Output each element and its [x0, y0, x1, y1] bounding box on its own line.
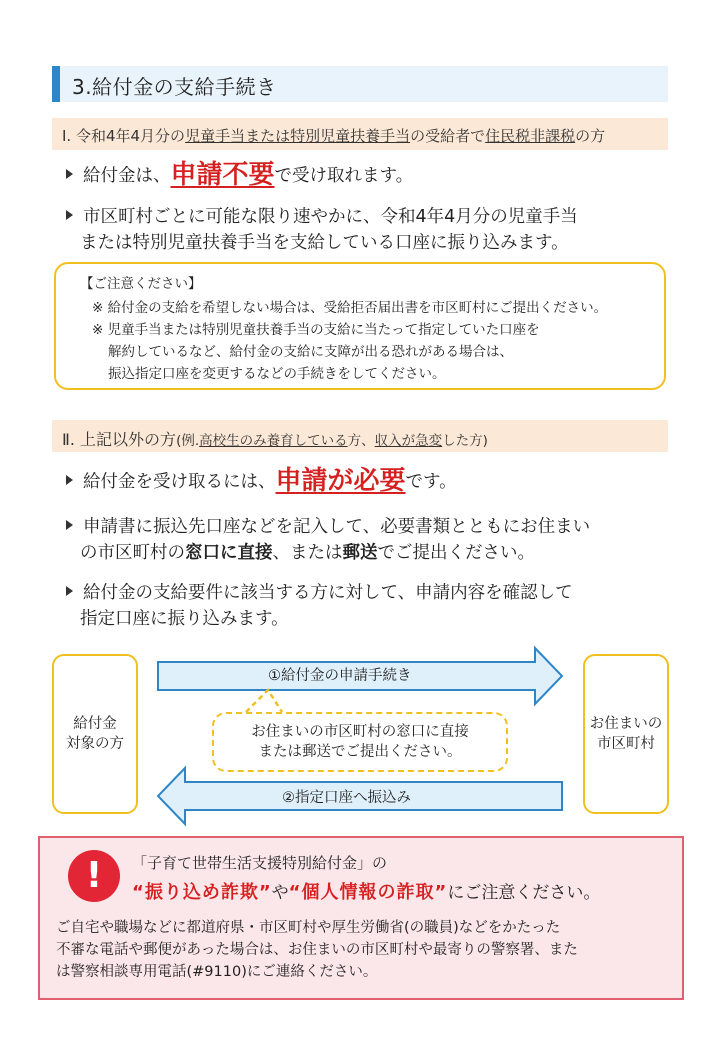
- warning-body-3: は警察相談専用電話(#9110)にご連絡ください。: [56, 964, 378, 980]
- recipient-box: 給付金 対象の方: [52, 654, 138, 814]
- arrow-label-payment: ②指定口座へ振込み: [282, 790, 411, 806]
- part1-bullet-1: 給付金は、申請不要で受け取れます。: [66, 162, 413, 189]
- warning-body-2: 不審な電話や郵便があった場合は、お住まいの市区町村や最寄りの警察署、また: [56, 942, 578, 958]
- application-required: 申請が必要: [275, 466, 406, 496]
- part2-bullet-3: 給付金の支給要件に該当する方に対して、申請内容を確認して 指定口座に振り込みます。: [66, 580, 573, 632]
- part1-heading-mid: の受給者で: [410, 127, 486, 145]
- warning-body-1: ご自宅や職場などに都道府県・市区町村や厚生労働省(の職員)などをかたった: [56, 920, 561, 936]
- part2-example-1: 高校生のみ養育している: [199, 433, 348, 449]
- part1-heading: [52, 118, 668, 150]
- section-title: 3.給付金の支給手続き: [72, 75, 277, 99]
- part1-heading-tax: 住民税非課税: [485, 127, 576, 145]
- mail-submission: 郵送: [342, 543, 378, 563]
- bullet-triangle-icon: [66, 520, 73, 530]
- counter-submission: 窓口に直接: [185, 543, 273, 563]
- warning-fraud-term: “振り込め詐欺”: [132, 882, 272, 903]
- part1-bullet-2: 市区町村ごとに可能な限り速やかに、令和4年4月分の児童手当 または特別児童扶養手当を支給している口座に振り込みます。: [66, 204, 578, 256]
- part1-heading-pre: Ⅰ. 令和4年4月分の: [62, 127, 186, 145]
- warning-line-2: “振り込め詐欺”や“個人情報の詐取”にご注意ください。: [132, 882, 601, 903]
- part2-bullet-1: 給付金を受け取るには、申請が必要です。: [66, 468, 457, 495]
- section-title-bar: [52, 66, 668, 102]
- callout-pointer: [246, 690, 282, 712]
- part1-heading-target: 児童手当または特別児童扶養手当: [185, 127, 411, 145]
- part2-example-2: 収入が急変: [374, 433, 443, 449]
- arrow-label-application: ①給付金の申請手続き: [268, 668, 412, 684]
- part2-bullet-2: 申請書に振込先口座などを記入して、必要書類とともにお住まい の市区町村の窓口に直接、または郵送でご提出ください。: [66, 514, 590, 566]
- bullet-triangle-icon: [66, 169, 73, 179]
- no-application-needed: 申請不要: [170, 160, 275, 190]
- section-accent-bar: [52, 66, 60, 102]
- notice-line-4: 振込指定口座を変更するなどの手続きをしてください。: [108, 366, 446, 382]
- part1-heading-post: の方: [575, 127, 606, 145]
- submission-callout: お住まいの市区町村の窓口に直接 または郵送でご提出ください。: [212, 712, 508, 772]
- municipality-box: お住まいの 市区町村: [583, 654, 669, 814]
- bullet-triangle-icon: [66, 475, 73, 485]
- warning-privacy-term: “個人情報の詐取”: [288, 882, 448, 903]
- bullet-triangle-icon: [66, 586, 73, 596]
- part2-heading: Ⅱ. 上記以外の方(例.高校生のみ養育している方、収入が急変した方): [52, 420, 668, 452]
- bullet-triangle-icon: [66, 210, 73, 220]
- notice-title: 【ご注意ください】: [80, 276, 202, 292]
- notice-box: [54, 262, 666, 390]
- notice-line-1: ※ 給付金の支給を希望しない場合は、受給拒否届出書を市区町村にご提出ください。: [92, 300, 608, 316]
- warning-line-1: 「子育て世帯生活支援特別給付金」の: [132, 854, 388, 872]
- notice-line-2: ※ 児童手当または特別児童扶養手当の支給に当たって指定していた口座を: [92, 322, 540, 338]
- notice-line-3: 解約しているなど、給付金の支給に支障が出る恐れがある場合は、: [108, 344, 513, 360]
- exclamation-icon: !: [68, 850, 120, 902]
- part2-heading-pre: Ⅱ. 上記以外の方: [62, 430, 177, 449]
